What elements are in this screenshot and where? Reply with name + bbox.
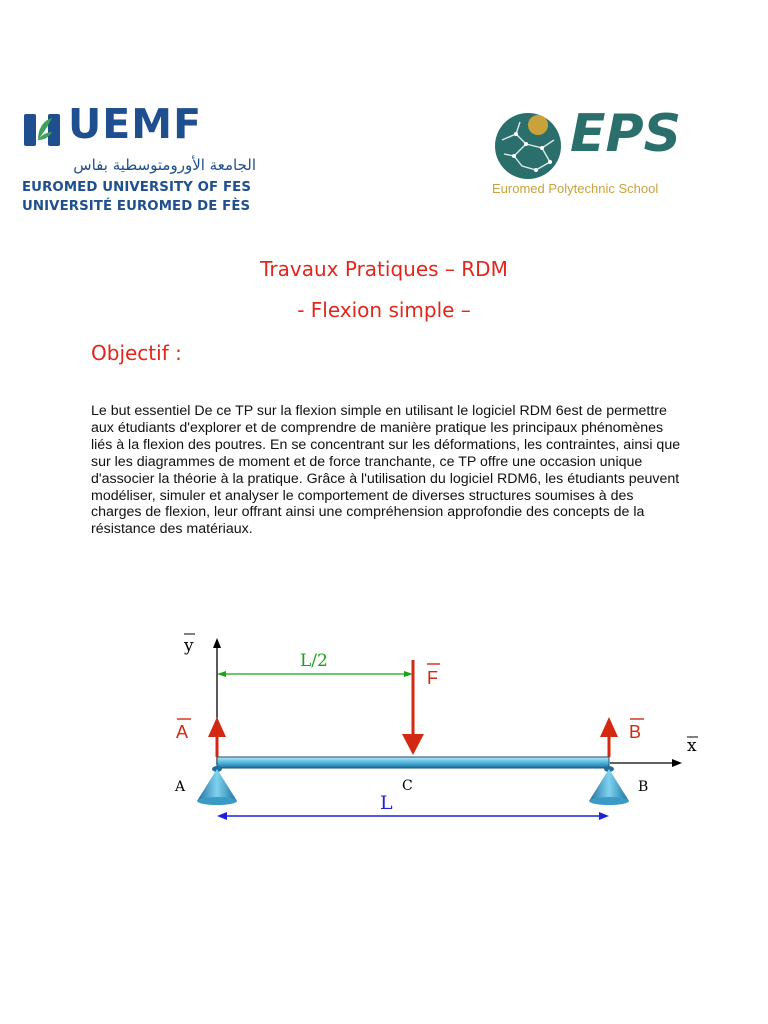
point-b-label: B xyxy=(638,779,649,795)
eps-subtitle: Euromed Polytechnic School xyxy=(492,181,659,196)
span-label: L xyxy=(380,792,393,814)
x-axis-label: x xyxy=(687,736,697,756)
uemf-french-name: UNIVERSITÉ EUROMED DE FÈS xyxy=(22,199,251,214)
uemf-english-name: EUROMED UNIVERSITY OF FES xyxy=(22,180,252,195)
section-heading: Objectif : xyxy=(91,341,182,365)
x-axis xyxy=(610,759,682,767)
beam-diagram xyxy=(160,620,720,835)
span-dimension xyxy=(217,812,609,820)
beam xyxy=(217,757,609,768)
reaction-b-arrow xyxy=(600,717,618,757)
eps-logo xyxy=(492,104,712,205)
half-span-label: L/2 xyxy=(300,651,328,671)
reaction-a-label: A xyxy=(176,722,189,742)
uemf-arabic-name: الجامعة الأورومتوسطية بفاس xyxy=(73,156,256,174)
support-b xyxy=(589,766,629,805)
uemf-wordmark: UEMF xyxy=(68,100,203,148)
y-axis-label: y xyxy=(184,636,194,656)
uemf-logo xyxy=(22,100,262,220)
document-title: Travaux Pratiques – RDM xyxy=(260,257,508,281)
document-subtitle: - Flexion simple – xyxy=(297,298,471,322)
point-c-label: C xyxy=(402,778,413,794)
eps-wordmark: EPS xyxy=(570,104,682,164)
point-a-label: A xyxy=(175,779,186,795)
eps-globe-icon xyxy=(492,110,572,182)
reaction-a-arrow xyxy=(208,717,226,757)
force-label: F xyxy=(427,668,438,688)
uemf-emblem-icon xyxy=(22,110,66,150)
support-a xyxy=(197,766,237,805)
half-span-dimension xyxy=(217,671,413,677)
body-paragraph: Le but essentiel De ce TP sur la flexion simple en utilisant le logiciel RDM 6est de permettre aux étudiants d'explorer et de comprendre de manière pratique les principaux phénomènes liés à la flexion des poutres. En se concentrant sur les déformations, les contraintes, ainsi que sur les diagrammes de moment et de force tranchante, ce TP offre une occasion unique d'associer la théorie à la pratique. Grâce à l'utilisation du logiciel RDM6, les étudiants peuvent modéliser, simuler et analyser le comportement de diverses structures soumises à des charges de flexion, leur offrant ainsi une compréhension approfondie des concepts de la résistance des matériaux. xyxy=(91,403,681,538)
reaction-b-label: B xyxy=(629,722,642,742)
